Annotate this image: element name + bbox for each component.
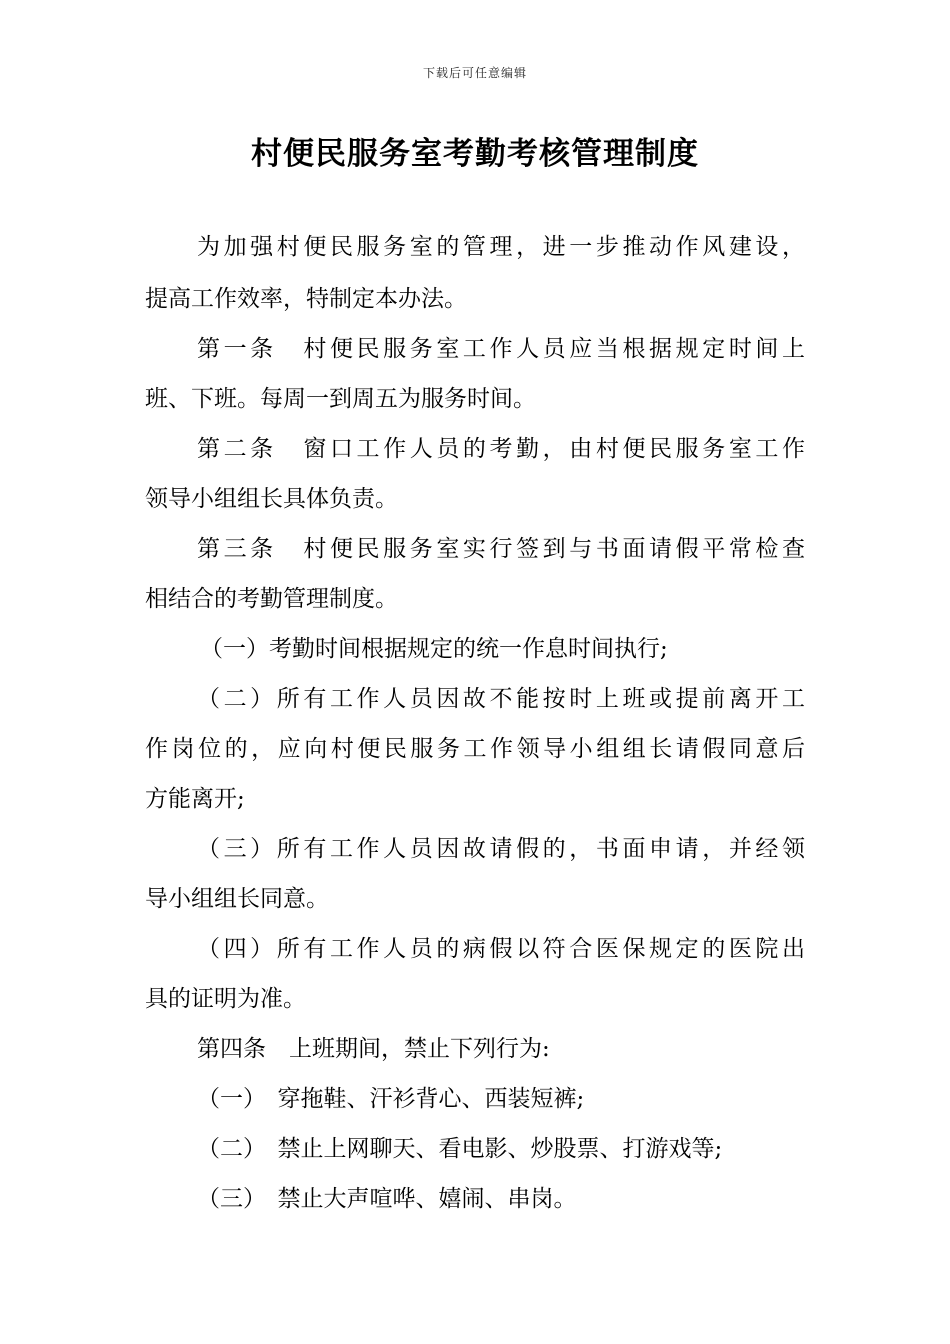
article-3-item-1: （一）考勤时间根据规定的统一作息时间执行; [200,636,668,662]
article-3-item-2: （二）所有工作人员因故不能按时上班或提前离开工 [197,686,805,712]
paragraph-line: 提高工作效率，特制定本办法。 [145,286,467,312]
article-1-line: 班、下班。每周一到周五为服务时间。 [145,386,536,412]
article-3-item-2: 作岗位的，应向村便民服务工作领导小组组长请假同意后 [145,736,805,762]
article-3-item-3: 导小组组长同意。 [145,886,329,912]
article-4-item-1: （一） 穿拖鞋、汗衫背心、西装短裤; [197,1086,585,1112]
article-3-line: 第三条 村便民服务室实行签到与书面请假平常检查 [197,536,805,562]
article-2-line: 领导小组组长具体负责。 [145,486,398,512]
article-3-item-4: 具的证明为准。 [145,986,306,1012]
document-title: 村便民服务室考勤考核管理制度 [251,136,699,172]
page-header: 下载后可任意编辑 [422,66,527,80]
article-4-item-3: （三） 禁止大声喧哗、嬉闹、串岗。 [197,1186,577,1212]
article-3-line: 相结合的考勤管理制度。 [145,586,398,612]
paragraph-line: 为加强村便民服务室的管理，进一步推动作风建设， [197,234,805,260]
article-1-line: 第一条 村便民服务室工作人员应当根据规定时间上 [197,336,805,362]
article-4-item-2: （二） 禁止上网聊天、看电影、炒股票、打游戏等; [197,1136,723,1162]
article-3-item-2: 方能离开; [145,786,245,812]
article-4-line: 第四条 上班期间，禁止下列行为: [197,1036,550,1062]
article-3-item-4: （四）所有工作人员的病假以符合医保规定的医院出 [197,936,805,962]
article-2-line: 第二条 窗口工作人员的考勤，由村便民服务室工作 [197,436,805,462]
article-3-item-3: （三）所有工作人员因故请假的，书面申请，并经领 [197,836,805,862]
